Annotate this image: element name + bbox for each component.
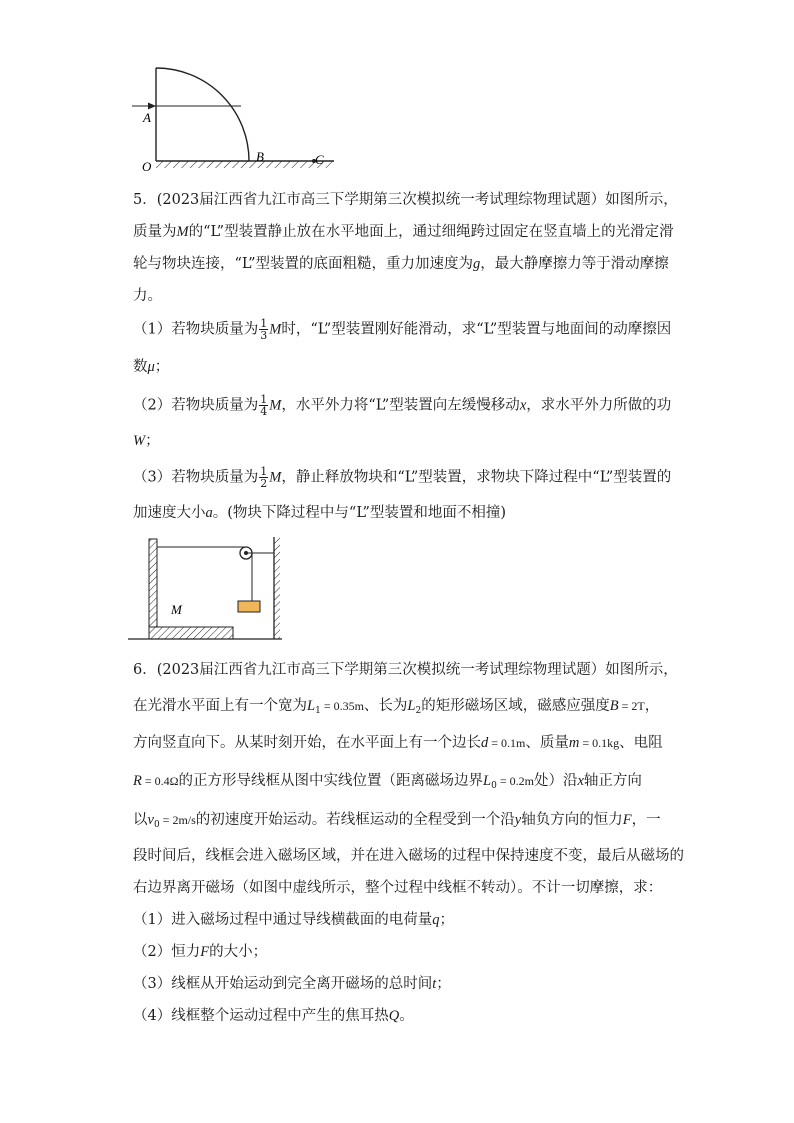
q5-part2-cont: W； bbox=[133, 433, 160, 449]
label-o: O bbox=[142, 159, 152, 174]
label-m: M bbox=[171, 602, 182, 617]
q6-part3: （3）线框从开始运动到完全离开磁场的总时间t； bbox=[133, 976, 451, 992]
l-device-vertical bbox=[149, 539, 157, 627]
l-device-figure bbox=[128, 534, 288, 646]
q5-part2: （2）若物块质量为 $\frac{1}{4}$ M，水平外力将“L”型装置向左缓慢移动x，求水平外力所做的功 bbox=[133, 393, 672, 418]
q6-part1: （1）进入磁场过程中通过导线横截面的电荷量q； bbox=[133, 912, 454, 928]
q6-part2: （2）恒力F的大小； bbox=[133, 944, 268, 960]
q6-line7: 右边界离开磁场（如图中虚线所示，整个过程中线框不转动）。不计一切摩擦，求： bbox=[133, 880, 663, 896]
fraction-one-half: $\frac{1}{2}$ bbox=[260, 465, 268, 490]
fraction-one-third: $\frac{1}{3}$ bbox=[260, 317, 268, 342]
label-b: B bbox=[256, 149, 264, 164]
label-c: C bbox=[315, 152, 324, 167]
q6-line6: 段时间后，线框会进入磁场区域，并在进入磁场的过程中保持速度不变，最后从磁场的 bbox=[133, 848, 684, 864]
quarter-circle-figure bbox=[128, 60, 340, 175]
q6-line2: 在光滑水平面上有一个宽为$L_1 = 0.35m$、长为$L_2$的矩形磁场区域，磁感应强度B = 2T， bbox=[133, 698, 660, 716]
q6-line4: R = 0.4Ω的正方形导线框从图中实线位置（距离磁场边界$L_0 = 0.2m$处）沿x轴正方向 bbox=[133, 773, 642, 791]
q5-line3: 轮与物块连接，“L”型装置的底面粗糙，重力加速度为g，最大静摩擦力等于滑动摩擦 bbox=[133, 256, 669, 272]
q5-part3: （3）若物块质量为 $\frac{1}{2}$ M，静止释放物块和“L”型装置，求物块下降过程中“L”型装置的 bbox=[133, 465, 672, 490]
ground-hatch bbox=[156, 161, 334, 168]
q5-part3-cont: 加速度大小a。(物块下降过程中与“L”型装置和地面不相撞) bbox=[133, 505, 507, 521]
q6-line3: 方向竖直向下。从某时刻开始，在水平面上有一个边长d = 0.1m、质量m = 0.1kg、电阻 bbox=[133, 735, 663, 751]
fraction-one-quarter: $\frac{1}{4}$ bbox=[260, 393, 268, 418]
q5-part1: （1）若物块质量为 $\frac{1}{3}$ M时，“L”型装置刚好能滑动，求“L”型装置与地面间的动摩擦因 bbox=[133, 317, 672, 342]
right-wall-hatch bbox=[274, 537, 280, 639]
q5-line2: 质量为M的“L”型装置静止放在水平地面上，通过细绳跨过固定在竖直墙上的光滑定滑 bbox=[133, 224, 674, 240]
q6-part4: （4）线框整个运动过程中产生的焦耳热Q。 bbox=[133, 1008, 414, 1024]
q6-line5: 以$v_0 = 2m/s$的初速度开始运动。若线框运动的全程受到一个沿y轴负方向的恒力F，一 bbox=[133, 812, 661, 830]
l-device-base bbox=[149, 627, 233, 639]
q6-line1: 6．(2023届江西省九江市高三下学期第三次模拟统一考试理综物理试题）如图所示， bbox=[133, 662, 678, 678]
q5-part1-cont: 数μ； bbox=[133, 359, 170, 375]
quarter-arc bbox=[156, 68, 249, 161]
hanging-block bbox=[238, 601, 260, 612]
arrow-icon bbox=[148, 103, 156, 110]
q5-line1: 5．(2023届江西省九江市高三下学期第三次模拟统一考试理综物理试题）如图所示， bbox=[133, 192, 678, 208]
q5-line4: 力。 bbox=[133, 288, 162, 304]
label-a: A bbox=[143, 110, 151, 125]
